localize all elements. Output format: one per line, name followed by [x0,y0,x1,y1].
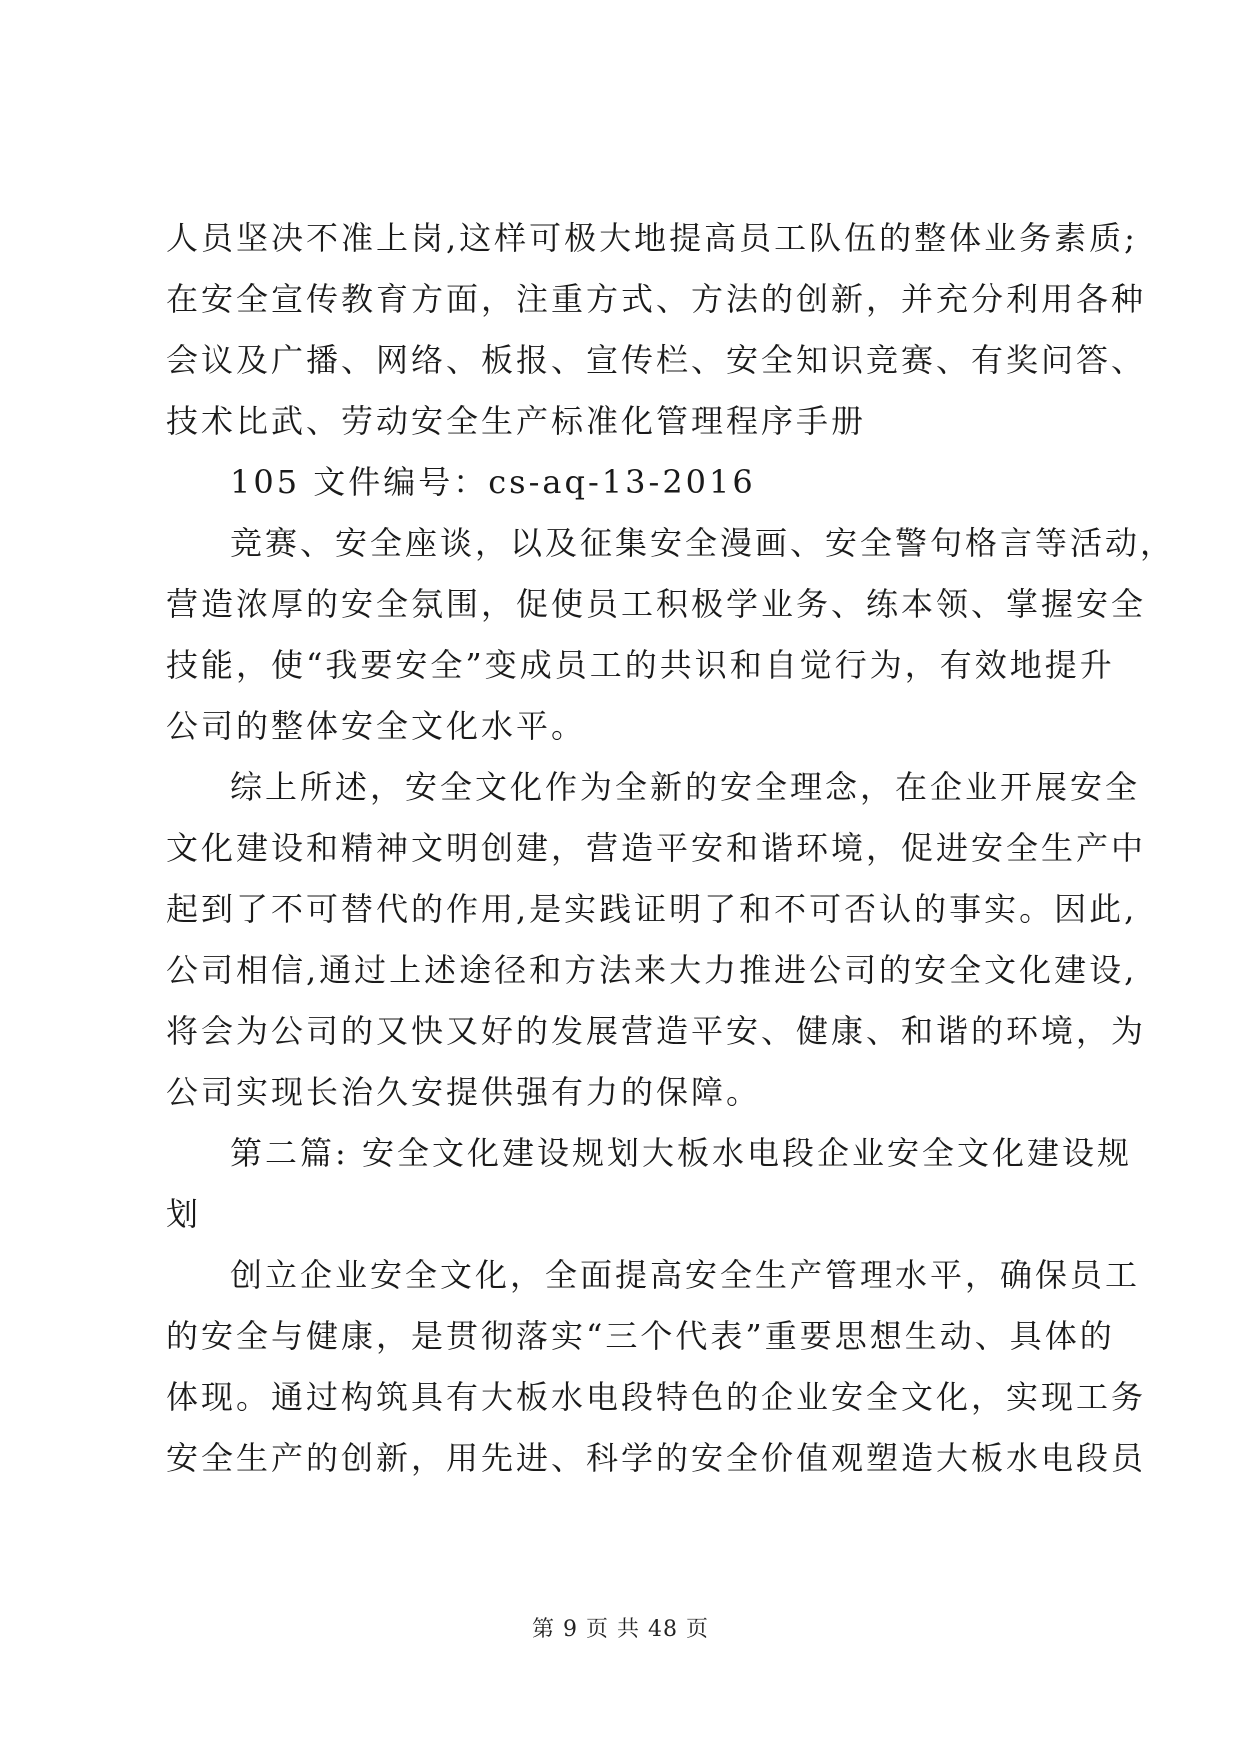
page-number-footer: 第 9 页 共 48 页 [532,1617,709,1642]
text-line: 人员坚决不准上岗,这样可极大地提高员工队伍的整体业务素质; [166,219,1138,257]
text-line: 的安全与健康，是贯彻落实“三个代表”重要思想生动、具体的 [166,1317,1115,1355]
text-line: 技能，使“我要安全”变成员工的共识和自觉行为，有效地提升 [166,646,1115,684]
text-line: 文化建设和精神文明创建，营造平安和谐环境，促进安全生产中 [166,829,1147,867]
text-line: 会议及广播、网络、板报、宣传栏、安全知识竞赛、有奖问答、 [166,341,1147,379]
text-line: 公司相信,通过上述途径和方法来大力推进公司的安全文化建设, [166,951,1138,989]
text-line: 安全生产的创新，用先进、科学的安全价值观塑造大板水电段员 [166,1439,1147,1477]
document-body [166,208,1176,1489]
section-heading-line: 划 [166,1195,202,1233]
text-line: 起到了不可替代的作用,是实践证明了和不可否认的事实。因此, [166,890,1138,928]
text-line: 公司实现长治久安提供强有力的保障。 [166,1073,762,1111]
text-line-file-number: 105 文件编号：cs-aq-13-2016 [230,463,756,501]
text-line: 在安全宣传教育方面，注重方式、方法的创新，并充分利用各种 [166,280,1147,318]
text-line: 体现。通过构筑具有大板水电段特色的企业安全文化，实现工务 [166,1378,1147,1416]
text-line: 公司的整体安全文化水平。 [166,707,587,745]
text-line: 将会为公司的又快又好的发展营造平安、健康、和谐的环境，为 [166,1012,1147,1050]
text-line: 营造浓厚的安全氛围，促使员工积极学业务、练本领、掌握安全 [166,585,1147,623]
text-line: 技术比武、劳动安全生产标准化管理程序手册 [166,402,867,440]
paragraph-start-line: 综上所述，安全文化作为全新的安全理念，在企业开展安全 [230,768,1141,806]
paragraph-start-line: 创立企业安全文化，全面提高安全生产管理水平，确保员工 [230,1256,1141,1294]
paragraph-start-line: 竞赛、安全座谈，以及征集安全漫画、安全警句格言等活动， [230,524,1176,562]
section-heading-line: 第二篇: 安全文化建设规划大板水电段企业安全文化建设规 [230,1134,1132,1172]
